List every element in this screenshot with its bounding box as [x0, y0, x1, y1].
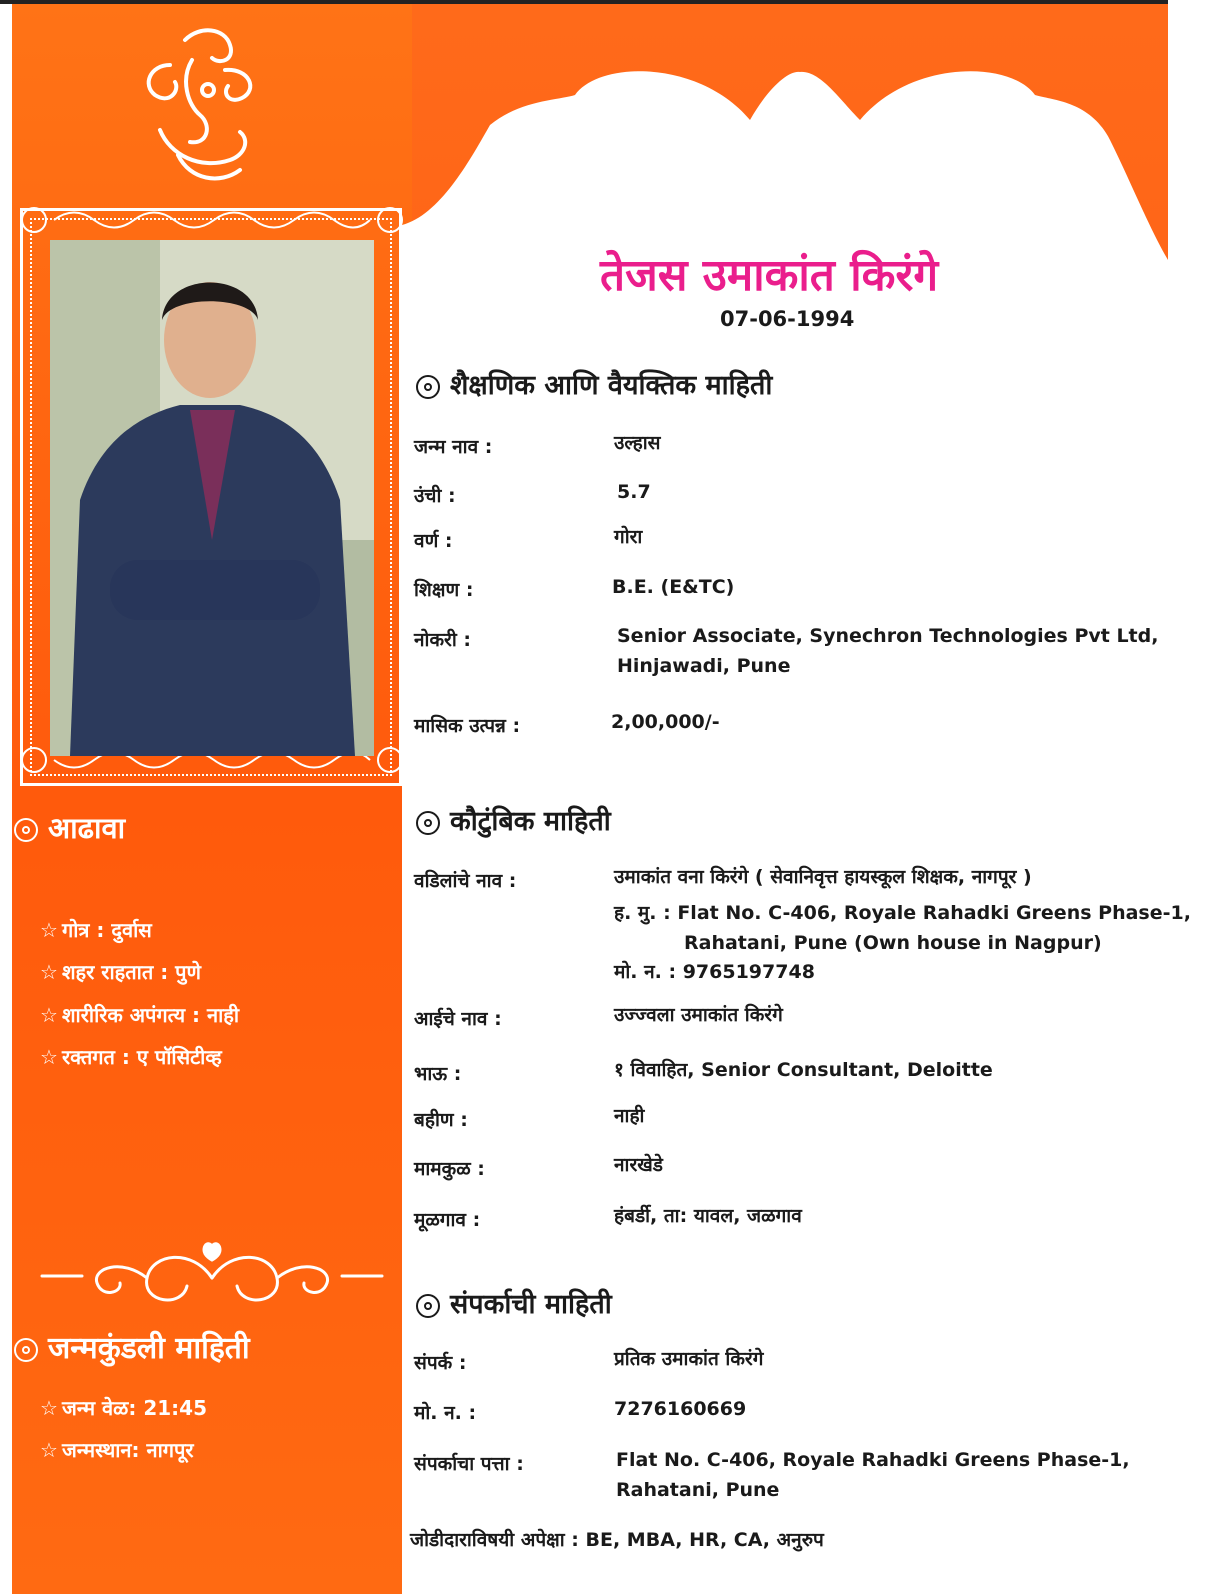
partner-expectation: जोडीदाराविषयी अपेक्षा : BE, MBA, HR, CA, अनुरुप	[410, 1529, 824, 1551]
mandala-icon	[416, 375, 440, 399]
row-value-cont: Rahatani, Pune	[616, 1479, 780, 1501]
recap-item-text: शारीरिक अपंगत्य : नाही	[61, 1003, 240, 1027]
recap-item-blood	[40, 1043, 222, 1070]
horoscope-item-text: जन्मस्थान: नागपूर	[61, 1438, 194, 1462]
star-icon: ☆	[40, 960, 58, 984]
address-line: ह. मु. : Flat No. C-406, Royale Rahadki Greens Phase-1,	[614, 902, 1191, 924]
recap-item-disability	[40, 1001, 239, 1028]
row-label: वडिलांचे नाव :	[414, 870, 517, 892]
horoscope-item-time	[40, 1394, 207, 1421]
row-label: बहीण :	[414, 1109, 468, 1131]
recap-item-text: शहर राहतात : पुणे	[61, 960, 202, 984]
father-value: उमाकांत वना किरंगे ( सेवानिवृत्त हायस्कूल शिक्षक, नागपूर )	[614, 866, 1032, 888]
star-icon: ☆	[40, 1003, 58, 1027]
recap-heading-text: आढावा	[48, 811, 126, 845]
row-label: नोकरी :	[414, 629, 471, 651]
row-label: शिक्षण :	[414, 579, 474, 601]
star-icon: ☆	[40, 1396, 58, 1420]
row-value: नारखेडे	[614, 1154, 663, 1176]
family-heading	[416, 801, 611, 838]
row-value: प्रतिक उमाकांत किरंगे	[614, 1348, 764, 1370]
family-heading-text: कौटुंबिक माहिती	[450, 806, 611, 837]
star-icon: ☆	[40, 1045, 58, 1069]
row-label: भाऊ :	[414, 1063, 462, 1085]
row-label: जन्म नाव :	[414, 436, 493, 458]
candidate-name: तेजस उमाकांत किरंगे	[600, 250, 939, 301]
date-of-birth: 07-06-1994	[720, 307, 855, 331]
mandala-icon	[14, 818, 38, 842]
mandala-icon	[416, 1294, 440, 1318]
mandala-icon	[416, 811, 440, 835]
row-value: Flat No. C-406, Royale Rahadki Greens Phase-1,	[616, 1449, 1130, 1471]
row-value: B.E. (E&TC)	[612, 576, 735, 598]
horoscope-heading	[14, 1326, 250, 1367]
horoscope-heading-text: जन्मकुंडली माहिती	[48, 1331, 250, 1366]
right-margin	[1168, 0, 1209, 1594]
row-value: हंबर्डी, ता: यावल, जळगाव	[614, 1205, 802, 1227]
mandala-icon	[14, 1338, 38, 1362]
education-heading	[416, 365, 772, 402]
row-label: मूळगाव :	[414, 1209, 481, 1231]
row-label: वर्ण :	[414, 530, 453, 552]
row-label: संपर्काचा पत्ता :	[414, 1453, 524, 1475]
row-value: Senior Associate, Synechron Technologies Pvt Ltd,	[617, 625, 1159, 647]
row-value: उल्हास	[614, 432, 661, 454]
person-silhouette	[50, 240, 374, 756]
row-label: आईचे नाव :	[414, 1008, 502, 1030]
horoscope-item-place	[40, 1436, 194, 1463]
recap-item-text: रक्तगत : ए पॉसिटीव्ह	[61, 1045, 222, 1069]
row-value-cont: Hinjawadi, Pune	[617, 655, 791, 677]
phone-line: मो. न. : 9765197748	[614, 961, 815, 983]
row-value: १ विवाहित, Senior Consultant, Deloitte	[614, 1059, 993, 1081]
row-value: 2,00,000/-	[611, 711, 720, 733]
row-value: नाही	[614, 1105, 645, 1127]
recap-item-gotra	[40, 916, 152, 943]
row-label: मो. न. :	[414, 1402, 477, 1424]
ganesha-icon	[130, 20, 270, 190]
row-value: गोरा	[614, 526, 643, 548]
recap-heading	[14, 808, 125, 847]
recap-item-text: गोत्र : दुर्वास	[61, 918, 152, 942]
horoscope-item-text: जन्म वेळ: 21:45	[61, 1396, 208, 1420]
ornamental-divider	[32, 1238, 392, 1318]
star-icon: ☆	[40, 918, 58, 942]
frame-top-ornament	[14, 200, 410, 240]
row-value: 7276160669	[614, 1398, 747, 1420]
row-label: उंची :	[414, 485, 456, 507]
contact-heading-text: संपर्काची माहिती	[450, 1289, 612, 1320]
recap-item-city	[40, 958, 201, 985]
row-label: मासिक उत्पन्न :	[414, 715, 521, 737]
row-value: 5.7	[617, 481, 651, 503]
address-line: Rahatani, Pune (Own house in Nagpur)	[684, 932, 1102, 954]
star-icon: ☆	[40, 1438, 58, 1462]
row-value: उज्ज्वला उमाकांत किरंगे	[614, 1004, 783, 1026]
education-heading-text: शैक्षणिक आणि वैयक्तिक माहिती	[450, 370, 773, 401]
contact-heading	[416, 1284, 612, 1321]
profile-photo	[50, 240, 374, 756]
row-label: संपर्क :	[414, 1352, 467, 1374]
row-label: मामकुळ :	[414, 1158, 485, 1180]
